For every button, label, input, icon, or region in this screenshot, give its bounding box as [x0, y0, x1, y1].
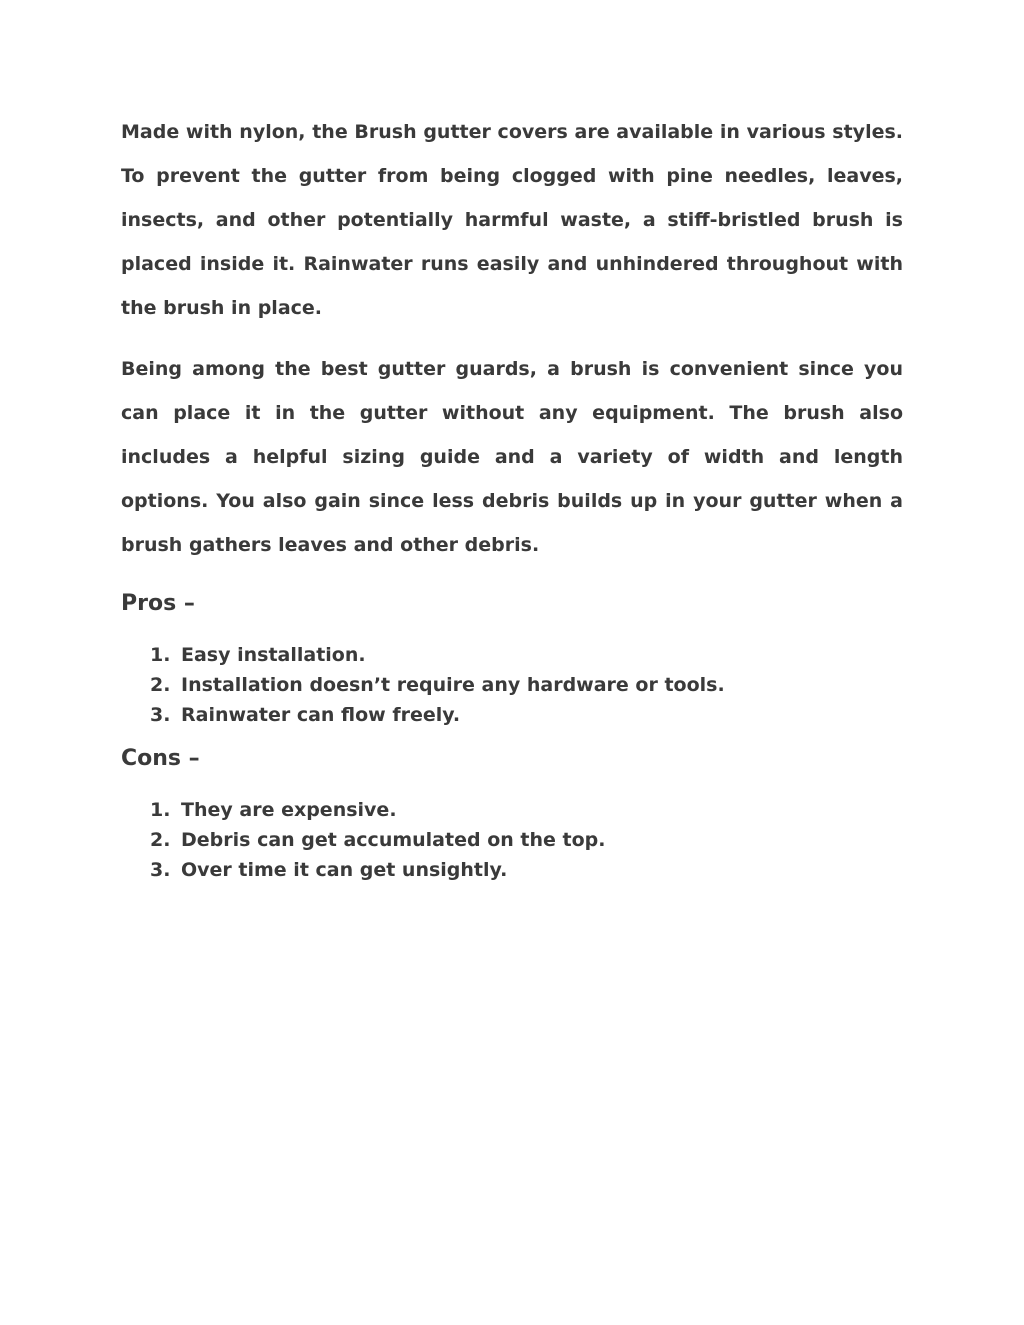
list-item-text: Rainwater can flow freely. — [181, 704, 461, 726]
cons-list — [121, 795, 903, 885]
list-item-number: 3. — [150, 859, 171, 881]
list-item-number: 2. — [150, 829, 171, 851]
list-item-number: 3. — [150, 704, 171, 726]
pros-list-item — [121, 700, 903, 730]
document-page — [121, 110, 903, 885]
pros-list-item — [121, 640, 903, 670]
cons-list-item — [121, 825, 903, 855]
cons-list-item — [121, 795, 903, 825]
pros-list — [121, 640, 903, 730]
paragraph-brush-benefits: Being among the best gutter guards, a brush is convenient since you can place it in the gutter without any equipment. The brush also includes a helpful sizing guide and a variety of width and length options. You also gain since less debris builds up in your gutter when a brush gathers leaves and other debris. — [121, 358, 903, 556]
list-item-text: Debris can get accumulated on the top. — [181, 829, 606, 851]
list-item-number: 1. — [150, 799, 171, 821]
list-item-number: 1. — [150, 644, 171, 666]
pros-list-item — [121, 670, 903, 700]
list-item-text: Easy installation. — [181, 644, 366, 666]
cons-list-item — [121, 855, 903, 885]
list-item-text: They are expensive. — [181, 799, 397, 821]
list-item-text: Over time it can get unsightly. — [181, 859, 508, 881]
pros-heading: Pros – — [121, 591, 195, 616]
cons-heading: Cons – — [121, 746, 200, 771]
list-item-number: 2. — [150, 674, 171, 696]
paragraph-brush-description: Made with nylon, the Brush gutter covers are available in various styles. To prevent the gutter from being clogged with pine needles, leaves, insects, and other potentially harmful waste, a stiff-bristled brush is placed inside it. Rainwater runs easily and unhindered throughout with the brush in place. — [121, 121, 903, 319]
list-item-text: Installation doesn’t require any hardware or tools. — [181, 674, 725, 696]
